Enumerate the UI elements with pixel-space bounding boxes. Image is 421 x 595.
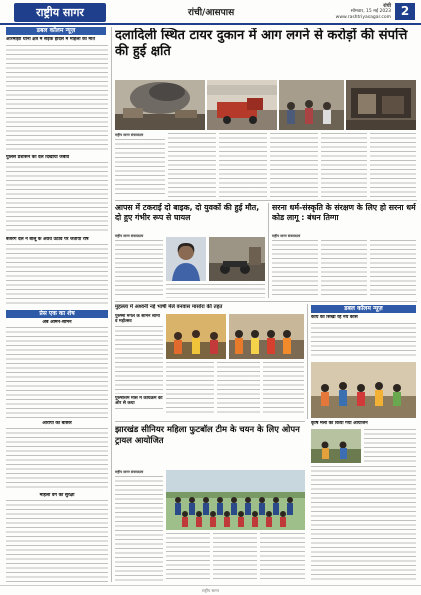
continued-label: प्रेस एक का शेष [6,310,108,318]
fire-truck-photo [207,80,277,130]
story6-headline[interactable]: महिला वर्ग की सुरक्षा [39,493,75,498]
accident-body-col1 [115,240,163,298]
procession-photo-2 [229,314,304,359]
lead-body-col4 [270,133,318,197]
heritage-body-col1 [272,240,318,298]
right-story2-body-a [364,429,416,463]
football-body-col1 [115,476,163,582]
temple-body-a [115,408,163,410]
brand-logo[interactable]: राष्ट्रीय सागर [14,3,106,22]
crowd-photo [279,80,344,130]
heritage-headline[interactable]: सरना धर्म-संस्कृति के संरक्षण के लिए हो सरना धर्म कोड लागू : बंधन तिग्गा [272,203,416,222]
football-body-col3 [213,533,257,582]
left-column-label: डबल कॉलम न्यूज़ [6,27,106,35]
story4-body [6,327,108,419]
classroom-photo [311,362,416,418]
shobha-body-col2 [217,362,260,416]
football-body-col4 [260,533,305,582]
accident-byline: राष्ट्रीय सागर संवाददाता [115,234,144,238]
section-divider [115,301,417,302]
procession-photo-1 [166,314,226,359]
damage-photo [346,80,416,130]
shobha-body-col3 [263,362,304,416]
story1-body [6,45,108,153]
lead-body-col3 [219,133,267,197]
story3-body [6,244,108,304]
football-byline: राष्ट्रीय सागर संवाददाता [115,470,144,474]
masthead-meta [336,3,391,21]
section-divider [115,200,417,201]
column-divider [111,27,112,582]
right-story2-body-b [311,466,416,582]
mahotsav-headline[interactable]: पुरुष्मा मंगल के सामने सामा व महोत्सव [115,314,160,325]
page-footer: राष्ट्रीय सागर [0,585,421,595]
mahotsav-body [115,326,163,394]
accident-body-col2 [166,284,265,298]
lead-body-col6 [370,133,416,197]
right-story-headline[interactable]: कार्य को सिखा रहे नये कोर्स [311,315,358,320]
column-divider [268,203,269,298]
story2-headline[interactable]: पुलिस प्रशासन का दल दिखाया जबाव [6,155,70,160]
city-label: रांची [383,3,391,9]
story1-headline[interactable]: ओरमांझी थाना क्षेत्र में सड़क हादसे में महिला की मौत [6,37,95,42]
story5-headline[interactable]: आरोपों की बौछार [42,421,72,426]
website-label[interactable]: www.rashtriyasagar.com [335,15,391,20]
lead-headline[interactable]: दलादिली स्थित टायर दुकान में आग लगने से करोड़ों की संपत्ति की हुई क्षति [115,28,408,59]
date-label: सोमवार, 15 मई 2023 [350,9,391,14]
story6-body [6,500,108,582]
section-divider [115,421,305,422]
fair-photo [311,429,361,463]
football-team-photo [166,470,305,530]
lead-body-col1 [115,139,165,197]
lead-byline: राष्ट्रीय सागर संवाददाता [115,133,144,137]
right-story2-headline[interactable]: कृषि मेला का किया गया आयोजन [311,421,368,426]
story3-headline[interactable]: बजरंग दल ने बालू के अवैध उठाव पर जताया रोष [6,237,89,242]
heritage-body-col2 [321,240,367,298]
accident-scene-photo [209,237,265,281]
football-body-col2 [166,533,210,582]
victim-portrait-photo [166,237,206,281]
heritage-byline: राष्ट्रीय सागर संवाददाता [272,234,301,238]
shobha-body-col1 [166,362,214,416]
temple-headline[interactable]: पुरुषोत्तम मास में कार्यक्रम की ओर से कथा [115,396,163,407]
football-headline[interactable]: झारखंड सीनियर महिला फुटबॉल टीम के चयन के लिए ओपन ट्रायल आयोजित [115,424,300,445]
masthead-rule [0,23,421,25]
lead-body-col2 [168,133,216,197]
story5-body [6,428,108,491]
fire-smoke-photo [115,80,205,130]
heritage-body-col3 [370,240,416,298]
section-title: रांची/आसपास [188,8,235,18]
masthead [0,0,421,24]
accident-headline[interactable]: आपस में टकराई दो बाइक, दो युवकों की हुई मौत, दो हुए गंभीर रूप से घायल [115,203,260,222]
story4-headline[interactable]: अब आमने-सामने [42,320,72,325]
page-number: 2 [395,3,415,20]
column-divider [307,304,308,419]
story2-body [6,162,108,234]
lead-body-col5 [321,133,367,197]
right-column-label: डबल कॉलम न्यूज़ [311,305,416,313]
shobha-headline[interactable]: मुहल्ला में अश्वनी नई भाषी मेले वनवास मासोरा की तहत [115,304,223,310]
right-story-body [311,323,416,359]
